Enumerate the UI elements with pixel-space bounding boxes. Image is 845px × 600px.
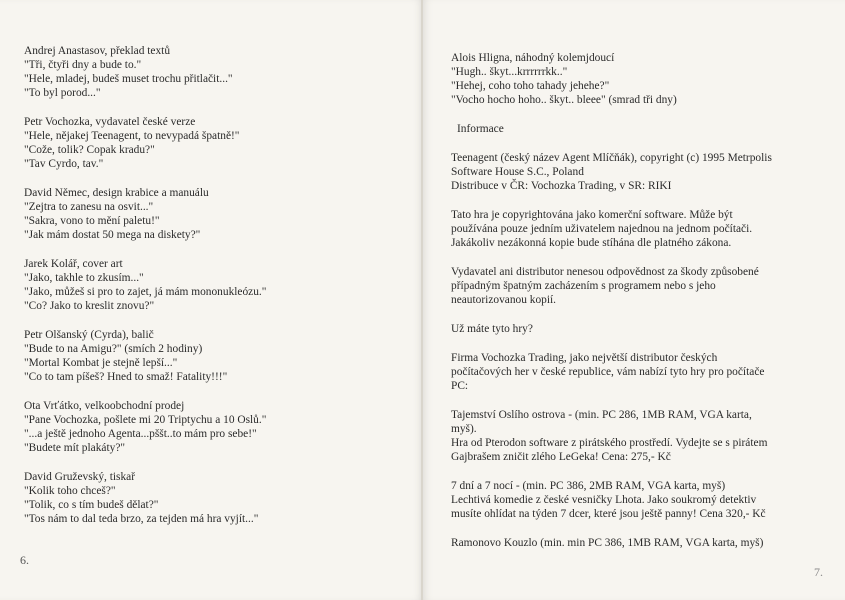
text-line: David Gruževský, tiskař xyxy=(24,471,136,483)
text-paragraph xyxy=(24,328,409,384)
text-line: "Vocho hocho hoho.. škyt.. bleee" (smrad tři dny) xyxy=(451,94,677,106)
text-paragraph xyxy=(451,536,826,550)
text-line: Petr Olšanský (Cyrda), balič xyxy=(24,329,154,341)
right-page xyxy=(423,0,845,600)
text-line: Jakákoliv nezákonná kopie bude stíhána dle platného zákona. xyxy=(451,237,732,249)
page-number-right: 7. xyxy=(814,565,823,579)
text-line: PC: xyxy=(451,380,469,392)
text-line: "Tolik, co s tím budeš dělat?" xyxy=(24,499,159,511)
text-paragraph xyxy=(24,470,409,526)
text-line: Gajbrašem zničit zlého LeGeka! Cena: 275,- Kč xyxy=(451,451,671,463)
text-line: neautorizovanou kopií. xyxy=(451,294,557,306)
text-paragraph xyxy=(451,322,826,336)
text-line: Firma Vochozka Trading, jako největší distributor českých xyxy=(451,352,718,364)
text-paragraph xyxy=(24,186,409,242)
text-paragraph xyxy=(451,208,826,250)
text-paragraph xyxy=(451,265,826,307)
left-text-column xyxy=(24,44,409,541)
text-line: "Hehej, coho toho tahady jehehe?" xyxy=(451,80,610,92)
text-line: "Hugh.. škyt...krrrrrrkk.." xyxy=(451,66,568,78)
text-line: "Tos nám to dal teda brzo, za tejden má hra vyjít..." xyxy=(24,513,259,525)
text-line: "Jako, takhle to zkusím..." xyxy=(24,272,144,284)
text-line: 7 dní a 7 nocí - (min. PC 386, 2MB RAM, VGA karta, myš) xyxy=(451,480,726,492)
text-line: Alois Hligna, náhodný kolemjdoucí xyxy=(451,52,615,64)
text-paragraph xyxy=(24,115,409,171)
text-line: musíte ohlídat na týden 7 dcer, které jsou ještě panny! Cena 320,- Kč xyxy=(451,508,766,520)
right-text-column xyxy=(451,51,826,565)
text-paragraph xyxy=(24,399,409,455)
text-line: "Hele, nějakej Teenagent, to nevypadá špatně!" xyxy=(24,130,240,142)
text-paragraph xyxy=(24,44,409,100)
text-line: "Cože, tolik? Copak kradu?" xyxy=(24,144,155,156)
credits-block xyxy=(451,51,826,107)
text-line: "...a ještě jednoho Agenta...pššt..to mám pro sebe!" xyxy=(24,428,257,440)
text-line: Distribuce v ČR: Vochozka Trading, v SR: RIKI xyxy=(451,180,672,192)
text-line: případným špatným zacházením s programem nebo s jeho xyxy=(451,280,716,292)
text-line: používána pouze jedním uživatelem najednou na jednom počítači. xyxy=(451,223,753,235)
text-line: "Budete mít plakáty?" xyxy=(24,442,126,454)
text-line: "Tři, čtyři dny a bude to." xyxy=(24,59,142,71)
text-line: Hra od Pterodon software z pirátského prostředí. Vydejte se s pirátem xyxy=(451,437,768,449)
section-heading-informace: Informace xyxy=(457,123,504,135)
text-paragraph xyxy=(451,408,826,464)
text-line: Lechtivá komedie z české vesničky Lhota. Jako soukromý detektiv xyxy=(451,494,757,506)
text-line: Tato hra je copyrightována jako komerční software. Může být xyxy=(451,209,733,221)
text-line: Teenagent (český název Agent Mlíčňák), copyright (c) 1995 Metrpolis xyxy=(451,152,772,164)
text-line: Andrej Anastasov, překlad textů xyxy=(24,45,171,57)
text-line: "Jako, můžeš si pro to zajet, já mám mononukleózu." xyxy=(24,286,267,298)
text-line: "Mortal Kombat je stejně lepší..." xyxy=(24,357,178,369)
text-line: Jarek Kolář, cover art xyxy=(24,258,123,270)
text-line: "Co? Jako to kreslit znovu?" xyxy=(24,300,155,312)
text-line: Software House S.C., Poland xyxy=(451,166,584,178)
text-line: Vydavatel ani distributor nenesou odpovědnost za škody způsobené xyxy=(451,266,759,278)
text-line: "Bude to na Amigu?" (smích 2 hodiny) xyxy=(24,343,203,355)
text-paragraph xyxy=(451,351,826,393)
text-line: "Zejtra to zanesu na osvit..." xyxy=(24,201,154,213)
text-line: Ota Vrťátko, velkoobchodní prodej xyxy=(24,400,185,412)
text-line: "Sakra, vono to mění paletu!" xyxy=(24,215,160,227)
text-line: Už máte tyto hry? xyxy=(451,323,533,335)
page-number-left: 6. xyxy=(20,553,29,567)
text-paragraph xyxy=(451,151,826,193)
text-line: "Hele, mladej, budeš muset trochu přitlačit..." xyxy=(24,73,233,85)
text-line: počítačových her v české republice, vám nabízí tyto hry pro počítače xyxy=(451,366,765,378)
text-line: "Tav Cyrdo, tav." xyxy=(24,158,104,170)
text-line: David Němec, design krabice a manuálu xyxy=(24,187,209,199)
text-paragraph xyxy=(451,479,826,521)
text-line: "Kolik toho chceš?" xyxy=(24,485,116,497)
text-line: "Co to tam píšeš? Hned to smaž! Fatality!!!" xyxy=(24,371,228,383)
text-line: "Pane Vochozka, pošlete mi 20 Triptychu a 10 Oslů." xyxy=(24,414,267,426)
text-line: "To byl porod..." xyxy=(24,87,101,99)
text-line: Petr Vochozka, vydavatel české verze xyxy=(24,116,196,128)
text-paragraph xyxy=(24,257,409,313)
text-line: Ramonovo Kouzlo (min. min PC 386, 1MB RAM, VGA karta, myš) xyxy=(451,537,764,549)
text-line: myš). xyxy=(451,423,477,435)
text-line: "Jak mám dostat 50 mega na diskety?" xyxy=(24,229,201,241)
text-line: Tajemství Oslího ostrova - (min. PC 286, 1MB RAM, VGA karta, xyxy=(451,409,752,421)
